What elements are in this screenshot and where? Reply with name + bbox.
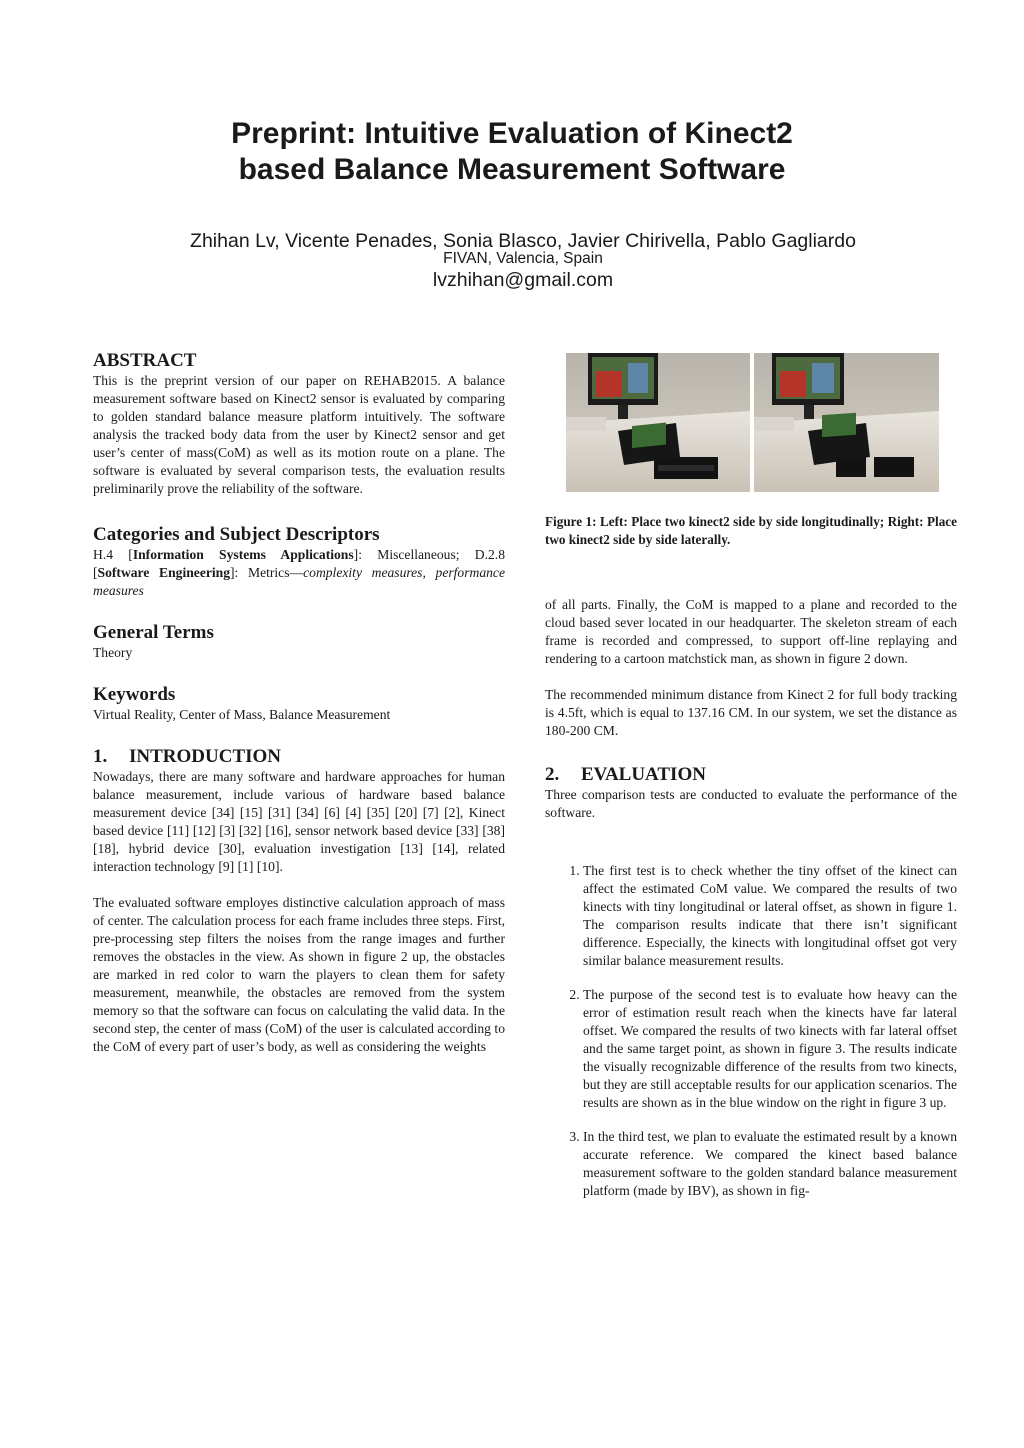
categories-bold-2: Software Engineering (97, 565, 231, 580)
evaluation-test-list (545, 862, 957, 1200)
figure-1-caption: Figure 1: Left: Place two kinect2 side by side longitudinally; Right: Place two kinect2 side by side laterally. (545, 514, 957, 547)
abstract-section (93, 350, 505, 498)
abstract-heading: ABSTRACT (93, 350, 197, 371)
introduction-heading (93, 746, 505, 768)
abstract-text: This is the preprint version of our paper on REHAB2015. A balance measurement software based on Kinect2 sensor is evaluated by comparing to golden standard balance measure platform intuitively. The software analysis the tracked body data from the user by Kinect2 sensor and get user’s center of mass(CoM) as well as its motion route on a plane. The software is evaluated by several comparison tests, the evaluation results preliminarily prove the reliability of the software. (93, 373, 505, 496)
left-column (93, 350, 505, 1056)
categories-part-2: ]: Miscellaneous; D.2.8 [ (93, 547, 505, 580)
evaluation-number: 2. (545, 764, 560, 785)
figure-1-photo (566, 353, 939, 492)
categories-section (93, 524, 505, 600)
figure-1-right-photo (754, 353, 939, 492)
categories-heading: Categories and Subject Descriptors (93, 524, 380, 545)
keywords-heading: Keywords (93, 684, 176, 705)
introduction-section (93, 746, 505, 1056)
general-terms-text: Theory (93, 645, 133, 660)
evaluation-intro: Three comparison tests are conducted to evaluate the performance of the software. (545, 787, 957, 820)
general-terms-heading: General Terms (93, 622, 214, 643)
right-para-1: of all parts. Finally, the CoM is mapped to a plane and recorded to the cloud based sever located in our headquarter. The skeleton stream of each frame is recorded and compressed, to support off-line replaying and rendering to a cartoon matchstick man, as shown in figure 2 down. (545, 597, 957, 666)
evaluation-section (545, 764, 957, 1200)
keywords-text: Virtual Reality, Center of Mass, Balance Measurement (93, 707, 391, 722)
keywords-section (93, 684, 505, 724)
title-line-2: based Balance Measurement Software (238, 153, 786, 186)
evaluation-title: EVALUATION (581, 764, 706, 785)
title-line-1: Preprint: Intuitive Evaluation of Kinect2 (231, 117, 793, 150)
author-email: lvzhihan@gmail.com (432, 269, 614, 291)
introduction-para-1: Nowadays, there are many software and hardware approaches for human balance measurement, include various of hardware based balance measurement device [34] [15] [31] [34] [6] [4] [35] [20] [7] [2], Kinect based device [11] [12] [3] [32] [16], sensor network based device [33] [38] [18], hybrid device [30], evaluation investigation [13] [14], related interaction technology [9] [1] [10]. (93, 769, 505, 874)
general-terms-section (93, 622, 505, 662)
evaluation-heading (545, 764, 957, 786)
list-item: 3. In the third test, we plan to evaluate the estimated result by a known accurate reference. We compared the kinect based balance measurement software to the golden standard balance measurement platform (made by IBV), as shown in fig- (583, 1128, 957, 1200)
introduction-number: 1. (93, 746, 108, 767)
paper-title (0, 116, 1024, 188)
right-column (545, 596, 957, 1216)
introduction-title: INTRODUCTION (129, 746, 282, 767)
figure-1-left-photo (566, 353, 750, 492)
categories-italic: complexity measures, performance measures (93, 565, 505, 598)
right-para-2: The recommended minimum distance from Kinect 2 for full body tracking is 4.5ft, which is equal to 137.16 CM. In our system, we set the distance as 180-200 CM. (545, 687, 957, 738)
list-item: 2. The purpose of the second test is to evaluate how heavy can the error of estimation result reach when the kinects have far lateral offset. We compared the results of two kinects with far lateral offset and the same target point, as shown in figure 3. The results indicate the visually recognizable difference of the results from two kinects, but they are still acceptable results for our application scenarios. The results are shown as in the blue window on the right in figure 3 up. (583, 986, 957, 1112)
categories-text (93, 546, 505, 600)
author-list: Zhihan Lv, Vicente Penades, Sonia Blasco, Javier Chirivella, Pablo Gagliardo (190, 230, 856, 252)
categories-part-3: ]: Metrics— (230, 565, 304, 580)
categories-bold-1: Information Systems Applications (132, 547, 354, 562)
list-item: 1. The first test is to check whether the tiny offset of the kinect can affect the estimated CoM value. We compared the results of two kinects with tiny longitudinal or lateral offset, as shown in figure 1. The comparison results indicate that there isn’t significant difference. Especially, the kinects with longitudinal offset got very similar balance measurement results. (583, 862, 957, 970)
introduction-para-2: The evaluated software employes distinctive calculation approach of mass of center. The calculation process for each frame includes three steps. First, pre-processing step filters the noises from the range images and further removes the obstacles in the view. As shown in figure 2 up, the obstacles are marked in red color to warn the players to clean them for safety measurement, meanwhile, the obstacles are removed from the system memory so that the software can focus on calculating the valid data. In the second step, the center of mass (CoM) of the user is calculated according to the CoM of every part of user’s body, as well as considering the weights (93, 895, 505, 1054)
affiliation: FIVAN, Valencia, Spain (443, 250, 603, 267)
categories-part-1: H.4 [ (93, 547, 133, 562)
